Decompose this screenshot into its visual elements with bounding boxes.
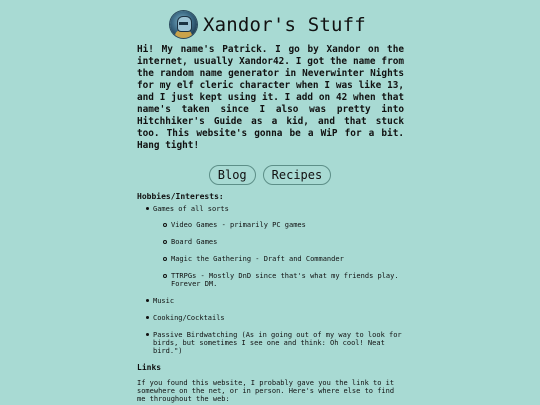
blog-button[interactable]: Blog xyxy=(209,165,256,185)
list-item-label: Games of all sorts xyxy=(153,205,229,213)
nav-buttons xyxy=(0,165,540,185)
list-item: Board Games xyxy=(163,238,406,246)
list-item: Video Games - primarily PC games xyxy=(163,221,406,229)
list-item: Magic the Gathering - Draft and Commander xyxy=(163,255,406,263)
list-item: TTRPGs - Mostly DnD since that's what my friends play. Forever DM. xyxy=(163,272,406,288)
links-heading: Links xyxy=(137,363,162,372)
list-item xyxy=(146,205,406,288)
hobbies-list xyxy=(146,205,406,364)
list-item: Music xyxy=(146,297,406,305)
knight-avatar-icon xyxy=(170,11,197,38)
site-title: Xandor's Stuff xyxy=(203,13,366,36)
games-sublist xyxy=(163,221,406,288)
list-item: Passive Birdwatching (As in going out of my way to look for birds, but sometimes I see one and think: Oh cool! Neat bird.") xyxy=(146,331,406,355)
list-item: Cooking/Cocktails xyxy=(146,314,406,322)
site-header xyxy=(170,11,366,38)
intro-paragraph: Hi! My name's Patrick. I go by Xandor on the internet, usually Xandor42. I got the name from the random name generator in Neverwinter Nights for my elf cleric character when I was like 13, and I just kept using it. I add on 42 when that name's taken since I also was pretty into Hitchhiker's Guide as a kid, and that stuck too. This website's gonna be a WiP for a bit. Hang tight! xyxy=(137,44,404,151)
recipes-button[interactable]: Recipes xyxy=(263,165,332,185)
links-paragraph: If you found this website, I probably gave you the link to it somewhere on the net, or in person. Here's where else to find me throughout the web: xyxy=(137,379,395,403)
hobbies-heading: Hobbies/Interests: xyxy=(137,192,224,201)
